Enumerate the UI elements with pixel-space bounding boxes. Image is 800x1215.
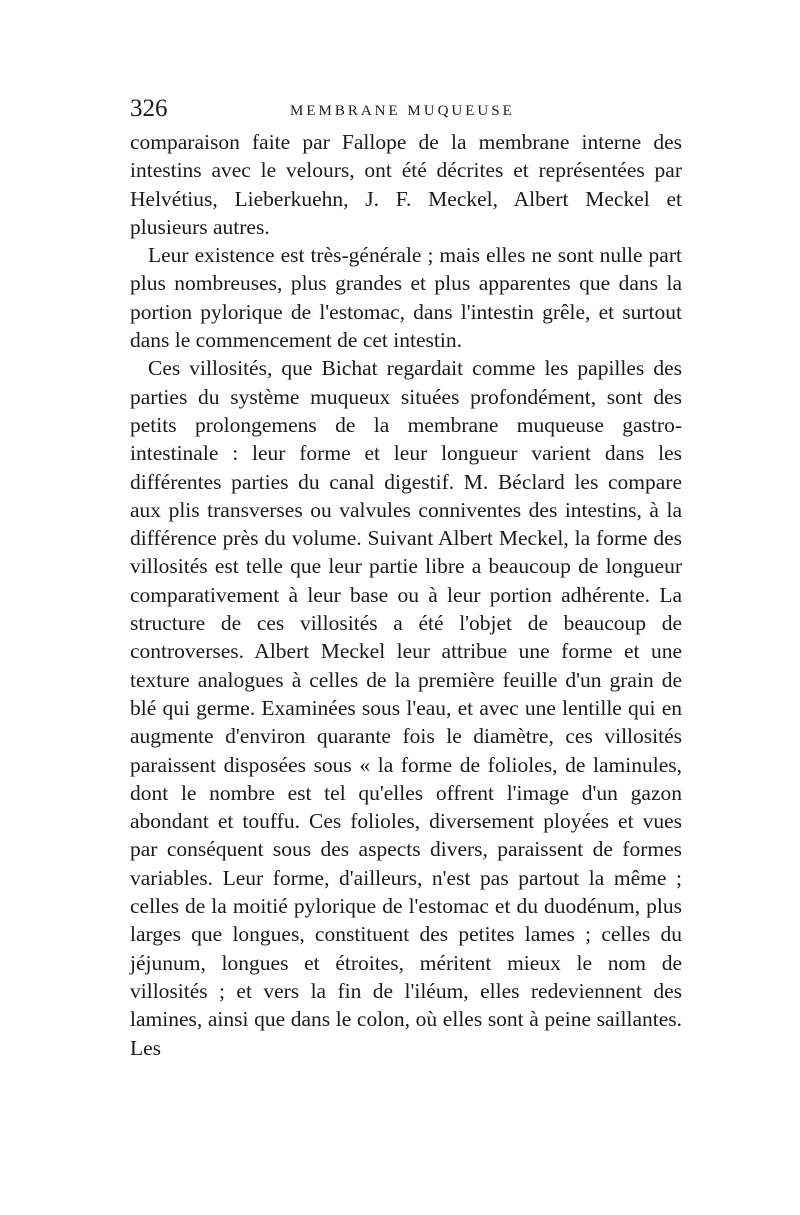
running-title: MEMBRANE MUQUEUSE — [290, 103, 515, 119]
page-header — [130, 95, 680, 125]
body-text — [130, 128, 682, 1062]
page-number: 326 — [130, 95, 168, 122]
paragraph-existence: Leur existence est très-générale ; mais elles ne sont nulle part plus nombreuses, plus grandes et plus apparentes que dans la portion pylorique de l'estomac, dans l'intestin grêle, et surtout dans le commencement de cet intestin. — [130, 243, 682, 353]
paragraph-villosites: Ces villosités, que Bichat regardait comme les papilles des parties du système muqueux situées profondément, sont des petits prolongemens de la membrane muqueuse gastro-intestinale : leur forme et leur longueur varient dans les différentes parties du canal digestif. M. Béclard les compare aux plis transverses ou valvules conniventes des intestins, à la différence près du volume. Suivant Albert Meckel, la forme des villosités est telle que leur partie libre a beaucoup de longueur comparativement à leur base ou à leur portion adhérente. La structure de ces villosités a été l'objet de beaucoup de controverses. Albert Meckel leur attribue une forme et une texture analogues à celles de la première feuille d'un grain de blé qui germe. Examinées sous l'eau, et avec une lentille qui en augmente d'environ quarante fois le diamètre, ces villosités paraissent disposées sous « la forme de folioles, de laminules, dont le nombre est tel qu'elles offrent l'image d'un gazon abondant et touffu. Ces folioles, diversement ployées et vues par conséquent sous des aspects divers, paraissent de formes variables. Leur forme, d'ailleurs, n'est pas partout la même ; celles de la moitié pylorique de l'estomac et du duodénum, plus larges que longues, constituent des petites lames ; celles du jéjunum, longues et étroites, méritent mieux le nom de villosités ; et vers la fin de l'iléum, elles redeviennent des lamines, ainsi que dans le colon, où elles sont à peine saillantes. Les — [130, 356, 682, 1060]
paragraph-continued: comparaison faite par Fallope de la membrane interne des intestins avec le velours, ont été décrites et représentées par Helvétius, Lieberkuehn, J. F. Meckel, Albert Meckel et plusieurs autres. — [130, 130, 682, 239]
